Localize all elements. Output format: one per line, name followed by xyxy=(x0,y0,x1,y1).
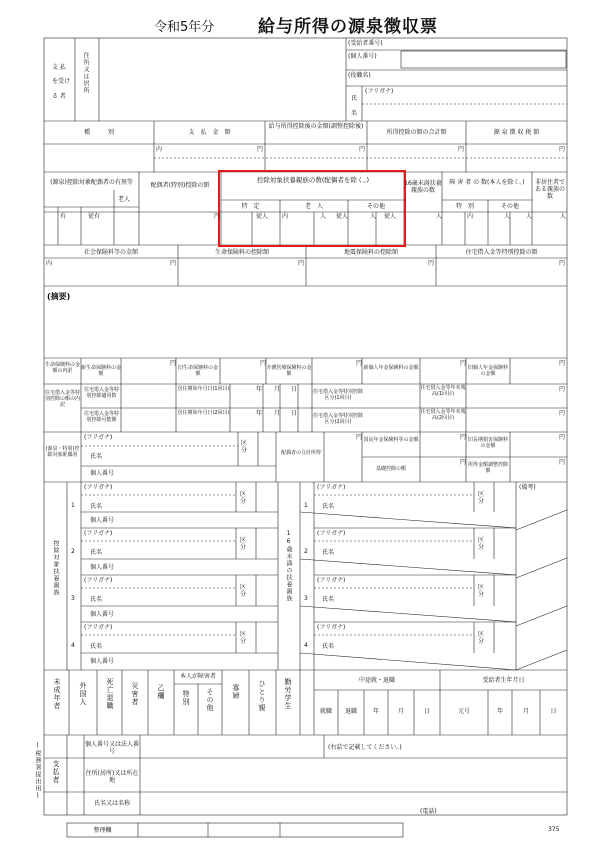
res-day-2: 日 xyxy=(291,410,298,417)
disabled-head: 障 害 者 の 数(本人を除く。) xyxy=(449,179,525,186)
dep-name: 氏名 xyxy=(322,596,335,603)
residence-2-label: 居住開始年月日(2回目) xyxy=(177,410,230,416)
row3-yen-1: 円 xyxy=(170,260,177,267)
flag-special: 特別 xyxy=(182,690,190,706)
tax-header: 源 泉 徴 収 税 額 xyxy=(493,129,540,136)
dep-division: 区分 xyxy=(240,491,247,505)
mid-year-year: 年 xyxy=(372,708,379,715)
spouse-income-label: 配偶者の合計所得 xyxy=(280,450,321,456)
res-month-1: 月 xyxy=(274,386,281,393)
dep-name: 氏名 xyxy=(90,503,103,510)
dep-furigana: (フリガナ) xyxy=(317,624,346,631)
dep-division: 区分 xyxy=(478,584,485,598)
dep-personal-no: 個人番号 xyxy=(90,658,115,665)
payee-name-label2: 名 xyxy=(351,110,358,117)
dep-personal-no: 個人番号 xyxy=(90,611,115,618)
flag-widow: 寡婦 xyxy=(232,684,240,700)
mid-year-day: 日 xyxy=(423,708,430,715)
housing-possible-label: 住宅借入金等特別控除可能額 xyxy=(83,411,119,423)
title-prefix: 令和5年分 xyxy=(154,20,215,35)
dep-num: 4 xyxy=(304,642,308,649)
payee-label-2: を受け xyxy=(52,78,71,85)
dep-division: 区分 xyxy=(240,537,247,551)
dep-num: 4 xyxy=(71,642,75,649)
unit-in: 内 xyxy=(156,146,163,153)
position-label: (役職名) xyxy=(348,72,371,79)
birth-day: 日 xyxy=(550,708,557,715)
dep-num: 3 xyxy=(71,595,75,602)
payee-label-1: 支 払 xyxy=(52,64,66,71)
dep-num: 2 xyxy=(71,548,75,555)
housing-breakdown-label: 住宅借入金等特別控除の額の内訳 xyxy=(44,390,80,408)
flag-disaster: 災害者 xyxy=(131,682,139,706)
old-pension-label: 旧個人年金保険料の金額 xyxy=(467,365,508,377)
elderly-label: 老人 xyxy=(118,196,131,203)
dep-division: 区分 xyxy=(240,631,247,645)
payer-label: 支払者 xyxy=(52,760,60,784)
life-breakdown-label: 生命保険料の金額の内訳 xyxy=(44,362,80,374)
dep-num: 2 xyxy=(304,548,308,555)
housing-applicable-label: 住宅借入金等特別控除適用数 xyxy=(83,387,119,399)
dep-name: 氏名 xyxy=(322,549,335,556)
dep-furigana: (フリガナ) xyxy=(84,577,113,584)
payee-label-3: る 者 xyxy=(52,93,66,100)
dep-name: 氏名 xyxy=(90,596,103,603)
spouse-section-label: (源泉・特別)控除対象配偶者 xyxy=(45,446,80,458)
dep-furigana: (フリガナ) xyxy=(84,624,113,631)
life-yen-1: 円 xyxy=(170,360,177,367)
nin-2: 人 xyxy=(320,213,327,220)
spouse-name: 氏名 xyxy=(90,453,103,460)
balance-2-label: 住宅借入金等年末残高(2回目) xyxy=(420,409,466,421)
disabled-other: その他 xyxy=(500,203,519,210)
flag-other: その他 xyxy=(206,688,214,712)
sp-yen-4: 円 xyxy=(460,459,467,466)
payee-name-label: 氏 xyxy=(351,95,358,102)
dep-num: 1 xyxy=(304,502,308,509)
jyu-2: 従人 xyxy=(336,213,349,220)
spouse-head: (源泉)控除対象配偶者の有無等 xyxy=(50,179,133,186)
jyu-3: 従人 xyxy=(384,213,397,220)
dep-num: 3 xyxy=(304,595,308,602)
spouse-personal-no: 個人番号 xyxy=(90,470,115,477)
payer-number-label: 個人番号又は法人番号 xyxy=(84,741,139,755)
dep-num: 1 xyxy=(71,502,75,509)
life-yen-4: 円 xyxy=(460,360,467,367)
row3-yen-4: 円 xyxy=(559,260,566,267)
dependents-head: 控除対象扶養親族の数(配偶者を除く。) xyxy=(256,176,370,184)
dep-division: 区分 xyxy=(240,584,247,598)
sp-yen-2: 円 xyxy=(460,434,467,441)
personal-no-label: (個人番号) xyxy=(348,53,377,60)
address-label: 住所又は居所 xyxy=(82,52,89,94)
birth-label: 受給者生年月日 xyxy=(482,677,525,684)
uchi-1: 内 xyxy=(282,213,289,220)
yen-spouse: 円 xyxy=(214,213,221,220)
housing-yen-2: 円 xyxy=(559,410,566,417)
sub-label: 従有 xyxy=(88,213,101,220)
payer-name-label: 氏名又は名称 xyxy=(93,800,130,807)
nin-4: 人 xyxy=(436,213,443,220)
dep-personal-no: 個人番号 xyxy=(90,564,115,571)
balance-1-label: 住宅借入金等年末残高(1回目) xyxy=(420,385,466,397)
row3-uchi: 内 xyxy=(46,260,53,267)
life-header: 生命保険料の控除額 xyxy=(214,249,269,256)
dependents-left-label: 控除対象扶養親族 xyxy=(52,540,59,596)
flag-foreign: 外国人 xyxy=(79,682,87,706)
disabled-special: 特 別 xyxy=(455,203,474,210)
res-month-2: 月 xyxy=(274,410,281,417)
dependents-right-label: 16歳未満の扶養親族 xyxy=(285,530,292,602)
total-deduction-header: 所得控除の額の合計額 xyxy=(386,129,447,136)
type-header: 種 別 xyxy=(83,129,114,136)
dep-furigana: (フリガナ) xyxy=(317,530,346,537)
birth-year: 年 xyxy=(496,708,503,715)
dep-furigana: (フリガナ) xyxy=(84,530,113,537)
jyu-1: 従人 xyxy=(256,213,269,220)
dep-furigana: (フリガナ) xyxy=(84,484,113,491)
national-pension-label: 国民年金保険料等の金額 xyxy=(363,437,419,443)
payer-address-label: 住所(居所)又は所在地 xyxy=(85,770,139,784)
old-long-care-label: 旧長期損害保険料の金額 xyxy=(467,437,508,449)
dep-furigana: (フリガナ) xyxy=(317,484,346,491)
remarks-label: (摘要) xyxy=(47,292,71,301)
dep-name: 氏名 xyxy=(322,643,335,650)
sp-yen-5: 円 xyxy=(559,459,566,466)
social-header: 社会保険料等の金額 xyxy=(83,249,138,256)
mid-year-label: 中途就・退職 xyxy=(358,677,395,684)
care-label: 介護医療保険料の金額 xyxy=(266,365,312,377)
old-life-label: 旧生命保険料の金額 xyxy=(177,365,218,377)
res-year-2: 年 xyxy=(256,410,263,417)
category-2-label: 住宅借入金等特別控除区分(2回目) xyxy=(312,413,363,425)
dep-old: 老 人 xyxy=(304,203,323,210)
birth-month: 月 xyxy=(522,708,529,715)
nin-6: 人 xyxy=(526,213,533,220)
retire-label: 退職 xyxy=(344,708,357,715)
payer-note: (右詰で記載してください。) xyxy=(328,744,402,751)
dep-furigana: (フリガナ) xyxy=(317,577,346,584)
recipient-no-label: (受給者番号) xyxy=(348,40,383,47)
payee-furigana: (フリガナ) xyxy=(365,88,394,95)
nonresident-header: 非居住者である親族の数 xyxy=(534,179,565,200)
dep-specific: 特 定 xyxy=(241,203,260,210)
has-label: 有 xyxy=(60,213,67,220)
sp-yen-1: 円 xyxy=(356,434,363,441)
quake-header: 地震保険料の控除額 xyxy=(343,249,398,256)
flag-dead: 死亡退職 xyxy=(106,678,114,710)
uchi-2: 内 xyxy=(467,213,474,220)
res-day-1: 日 xyxy=(291,386,298,393)
housing-header: 住宅借入金等特別控除の額 xyxy=(465,249,538,256)
flag-otsu: 乙欄 xyxy=(157,684,165,700)
dep-division: 区分 xyxy=(478,491,485,505)
dep-name: 氏名 xyxy=(90,643,103,650)
dep-division: 区分 xyxy=(478,631,485,645)
nin-3: 人 xyxy=(370,213,377,220)
ledger-label: 整理欄 xyxy=(93,827,112,834)
res-year-1: 年 xyxy=(256,386,263,393)
payer-side-label: (税務署提出用) xyxy=(34,742,41,800)
new-pension-label: 新個人年金保険料の金額 xyxy=(363,365,419,371)
life-yen-5: 円 xyxy=(559,360,566,367)
dep-division: 区分 xyxy=(478,537,485,551)
title-main: 給与所得の源泉徴収票 xyxy=(258,17,438,37)
unit-yen-2: 円 xyxy=(359,146,366,153)
flag-minor: 未成年者 xyxy=(53,678,61,710)
life-yen-2: 円 xyxy=(260,360,267,367)
mid-year-month: 月 xyxy=(397,708,404,715)
dep-personal-no: 個人番号 xyxy=(90,517,115,524)
row3-yen-2: 円 xyxy=(298,260,305,267)
nin-5: 人 xyxy=(504,213,511,220)
sp-yen-3: 円 xyxy=(559,434,566,441)
flag-self-disabled: 本人が障害者 xyxy=(179,673,216,680)
unit-yen-1: 円 xyxy=(257,146,264,153)
category-1-label: 住宅借入金等特別控除区分(1回目) xyxy=(312,389,363,401)
row3-yen-3: 円 xyxy=(428,260,435,267)
new-life-label: 新生命保険料の金額 xyxy=(81,365,122,377)
basic-ded-label: 基礎控除の額 xyxy=(375,466,406,472)
dependents-remarks: (備考) xyxy=(519,484,536,491)
dep-other: その他 xyxy=(366,203,385,210)
unit-yen-4: 円 xyxy=(559,146,566,153)
nin-7: 人 xyxy=(560,213,567,220)
flag-single-parent: ひとり親 xyxy=(258,680,266,712)
after-deduction-header: 給与所得控除後の金額(調整控除後) xyxy=(268,123,364,130)
under16-header: 16歳未満扶養親族の数 xyxy=(404,180,442,194)
dep-name: 氏名 xyxy=(90,549,103,556)
hire-label: 就職 xyxy=(319,708,332,715)
spouse-ded-header: 配偶者(特別)控除の額 xyxy=(150,182,210,189)
dep-name: 氏名 xyxy=(322,503,335,510)
unit-yen-3: 円 xyxy=(458,146,465,153)
income-adj-label: 所得金額調整控除額 xyxy=(467,462,508,474)
payment-header: 支 払 金 額 xyxy=(188,129,231,136)
spouse-furigana: (フリガナ) xyxy=(84,434,113,441)
era-label: 元号 xyxy=(457,708,470,715)
housing-yen-1: 円 xyxy=(559,386,566,393)
payer-phone: (電話) xyxy=(420,808,437,815)
spouse-division: 区分 xyxy=(241,440,248,454)
life-yen-3: 円 xyxy=(356,360,363,367)
residence-1-label: 居住開始年月日(1回目) xyxy=(177,386,230,392)
flag-student: 勤労学生 xyxy=(284,678,292,710)
form-code: 375 xyxy=(548,826,560,833)
